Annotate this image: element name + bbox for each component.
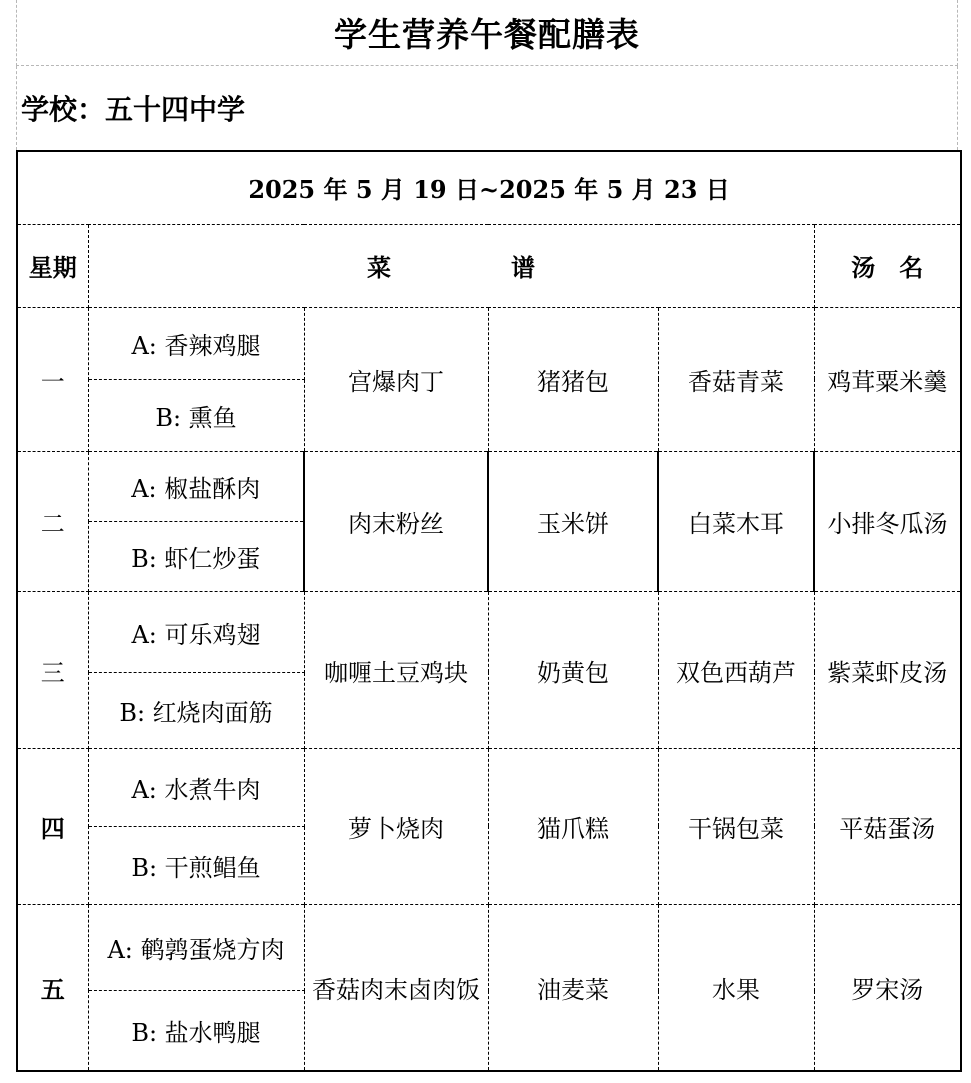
school-row — [16, 66, 958, 150]
dish-3: 干锅包菜 — [658, 748, 814, 904]
dish-3: 双色西葫芦 — [658, 592, 814, 748]
soup-cell: 紫菜虾皮汤 — [814, 592, 961, 748]
soup-cell: 平菇蛋汤 — [814, 748, 961, 904]
option-a: A: 可乐鸡翅 — [88, 592, 304, 672]
title-row — [16, 0, 958, 66]
date-range: 2025 年 5 月 19 日~2025 年 5 月 23 日 — [17, 151, 961, 224]
day-cell: 三 — [17, 592, 88, 748]
option-a: A: 鹌鹑蛋烧方肉 — [88, 905, 304, 991]
day-cell: 二 — [17, 452, 88, 592]
header-soup: 汤 名 — [814, 224, 961, 307]
option-b: B: 熏鱼 — [88, 379, 304, 451]
dish-1: 肉末粉丝 — [304, 452, 488, 592]
option-b: B: 虾仁炒蛋 — [88, 522, 304, 592]
soup-cell: 鸡茸粟米羹 — [814, 307, 961, 451]
header-menu: 菜 谱 — [88, 224, 814, 307]
day-cell: 四 — [17, 748, 88, 904]
table-row — [17, 748, 961, 826]
table-row — [17, 307, 961, 379]
option-b: B: 红烧肉面筋 — [88, 672, 304, 748]
dish-3: 白菜木耳 — [658, 452, 814, 592]
day-cell: 五 — [17, 905, 88, 1071]
dish-2: 油麦菜 — [488, 905, 658, 1071]
soup-cell: 小排冬瓜汤 — [814, 452, 961, 592]
soup-cell: 罗宋汤 — [814, 905, 961, 1071]
table-row — [17, 905, 961, 991]
dish-2: 猫爪糕 — [488, 748, 658, 904]
dish-1: 香菇肉末卤肉饭 — [304, 905, 488, 1071]
option-b: B: 盐水鸭腿 — [88, 991, 304, 1071]
dish-3: 香菇青菜 — [658, 307, 814, 451]
dish-3: 水果 — [658, 905, 814, 1071]
header-day: 星期 — [17, 224, 88, 307]
header-row — [17, 224, 961, 307]
table-row — [17, 452, 961, 522]
option-a: A: 椒盐酥肉 — [88, 452, 304, 522]
option-a: A: 水煮牛肉 — [88, 748, 304, 826]
dish-1: 咖喱土豆鸡块 — [304, 592, 488, 748]
school-name: 学校：五十四中学 — [21, 93, 246, 126]
dish-1: 宫爆肉丁 — [304, 307, 488, 451]
date-row — [17, 151, 961, 224]
dish-1: 萝卜烧肉 — [304, 748, 488, 904]
page-title: 学生营养午餐配膳表 — [334, 15, 640, 54]
option-b: B: 干煎鲳鱼 — [88, 826, 304, 904]
dish-2: 猪猪包 — [488, 307, 658, 451]
table-row — [17, 592, 961, 672]
dish-2: 奶黄包 — [488, 592, 658, 748]
option-a: A: 香辣鸡腿 — [88, 307, 304, 379]
menu-table — [16, 150, 962, 1072]
day-cell: 一 — [17, 307, 88, 451]
dish-2: 玉米饼 — [488, 452, 658, 592]
